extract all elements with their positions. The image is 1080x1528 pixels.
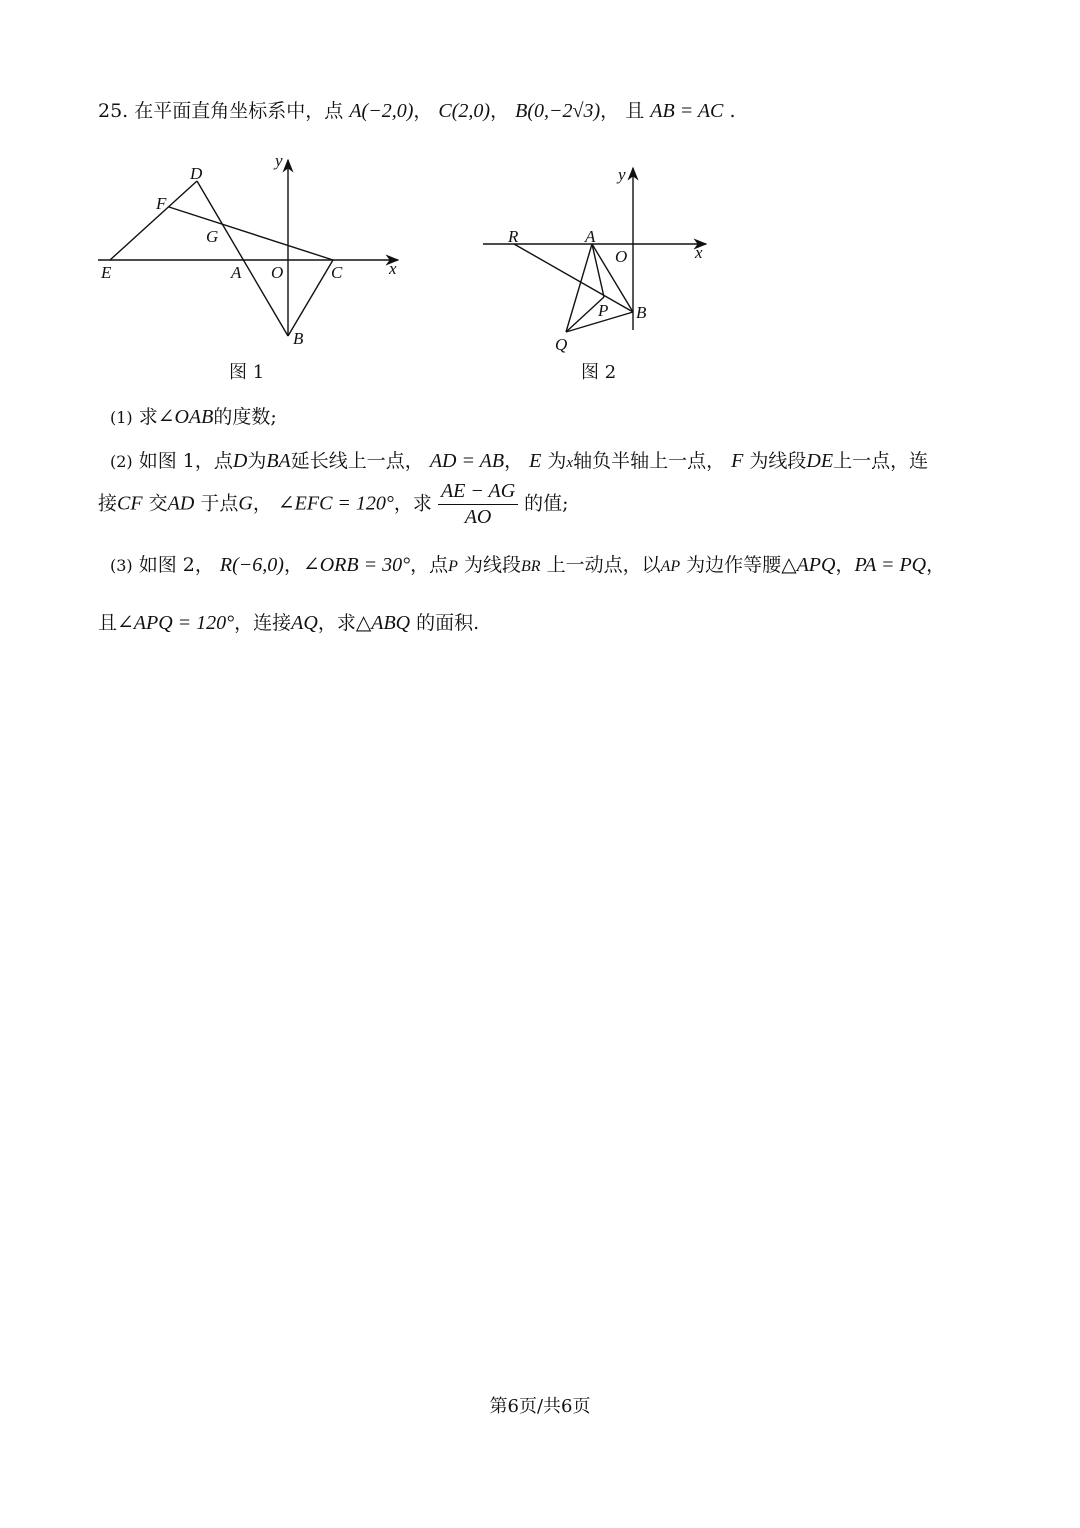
q3-text-9: 且 [98,612,118,634]
figure-2-caption: 图 2 [581,362,617,383]
q3-text-12: 的面积. [416,612,480,634]
q2-text-2: 为 [247,450,267,472]
q3-text-6: 为边作等腰 [686,554,782,576]
q2-text-7: 为线段 [749,450,807,472]
q2-number: (2) [110,452,133,471]
question-3-line-2 [98,608,479,635]
q3-point-p: P [448,558,458,575]
fig1-label-b: B [293,329,304,348]
q2-point-g: G [238,492,253,515]
fig1-label-y: y [275,151,283,170]
fig1-label-e: E [101,263,112,282]
q2-text-5: 为 [547,450,567,472]
point-b-coordinate: B(0,−2√3) [515,100,601,122]
fig1-label-x: x [389,259,397,278]
q2-text-13: ，求 [393,492,432,515]
figure-2 [478,160,723,360]
q2-angle-efc: ∠EFC = 120° [277,492,394,515]
q3-angle-apq: ∠APQ = 120° [117,612,235,634]
q2-text-1: 如图 1，点 [138,450,233,472]
fig2-label-b: B [636,303,647,322]
fig2-label-r: R [508,227,519,246]
fig1-label-c: C [331,263,343,282]
q3-text-1: 如图 2， [138,554,214,576]
q2-text-3: 延长线上一点， [290,450,424,472]
condition-equation: AB = AC [650,100,724,122]
fig2-label-q: Q [555,335,568,354]
q3-text-3: ，点 [410,554,449,576]
q3-text-11: ，求 [317,612,356,634]
fig1-segment-ed [110,181,197,260]
q3-triangle-apq: △APQ [781,554,836,576]
q1-number: (1) [110,408,133,427]
fig2-label-y: y [618,165,626,184]
q2-text-4: ， [504,450,524,472]
q3-text-7: ， [835,554,855,576]
q3-segment-ap: AP [660,558,681,575]
fig1-label-g: G [206,227,219,246]
q3-text-2: ， [283,554,303,576]
q2-text-10: 交 [148,492,168,515]
q2-text-12: ， [252,492,272,515]
problem-intro: 在平面直角坐标系中，点 [134,100,344,122]
q2-segment-ba: BA [266,450,291,472]
q3-segment-br: BR [520,558,541,575]
q1-angle: ∠OAB [157,406,214,428]
fig1-label-d: D [190,164,203,183]
fig1-label-o: O [271,263,284,282]
q2-text-9: 接 [98,492,118,515]
q1-text-end: 的度数; [213,406,277,428]
point-a-coordinate: A(−2,0) [349,100,414,122]
q2-text-6: 轴负半轴上一点， [573,450,726,472]
q3-angle-orb: ∠ORB = 30° [302,554,411,576]
q3-equation-pa-pq: PA = PQ [854,554,927,576]
q3-text-10: ，连接 [234,612,292,634]
q2-point-f: F [731,450,744,472]
point-c-coordinate: C(2,0) [438,100,491,122]
fig2-label-a: A [585,227,596,246]
condition-prefix: 且 [625,100,645,122]
q3-text-8: ， [926,554,946,576]
q2-segment-de: DE [806,450,834,472]
q3-triangle-abq: △ABQ [355,612,411,634]
q2-text-11: 于点 [200,492,239,515]
q2-point-e: E [529,450,542,472]
q2-segment-cf: CF [117,492,143,515]
fig2-label-p: P [598,301,609,320]
q3-text-5: 上一动点，以 [546,554,661,576]
fig1-label-a: A [231,263,242,282]
problem-statement: 25. 在平面直角坐标系中，点 A(−2,0)， C(2,0)， B(0,−2√3)， 且 AB = AC . [98,100,736,122]
q3-point-r: R(−6,0) [219,554,284,576]
fig2-label-o: O [615,247,628,266]
fig2-segment-aq [566,244,592,332]
question-1 [110,402,277,429]
fig2-label-x: x [695,243,703,262]
fig1-segment-bc [288,260,333,336]
q2-fraction-numerator: AE − AG [438,480,518,505]
statement-end: . [729,100,736,122]
q2-segment-ad: AD [167,492,195,515]
question-2-line-1 [110,446,928,473]
q2-fraction-denominator: AO [464,506,492,528]
problem-number: 25. [98,100,129,122]
figure-1-caption: 图 1 [229,362,265,383]
question-3-line-1 [110,550,945,577]
q1-text: 求 [138,406,158,428]
q2-fraction [438,480,518,529]
q3-number: (3) [110,556,133,575]
fig1-label-f: F [156,194,167,213]
q2-text-8: 上一点，连 [833,450,929,472]
question-2-line-2 [98,480,569,529]
q2-equation-ad-ab: AD = AB [429,450,505,472]
q2-x: x [566,455,574,471]
fig1-segment-fc [169,207,333,260]
q2-point-d: D [232,450,248,472]
q2-text-14: 的值; [524,492,569,515]
q3-segment-aq: AQ [291,612,318,634]
figure-1 [90,150,420,355]
page-footer: 第6页/共6页 [489,1396,591,1417]
fig1-segment-db [197,181,288,336]
q3-text-4: 为线段 [463,554,521,576]
